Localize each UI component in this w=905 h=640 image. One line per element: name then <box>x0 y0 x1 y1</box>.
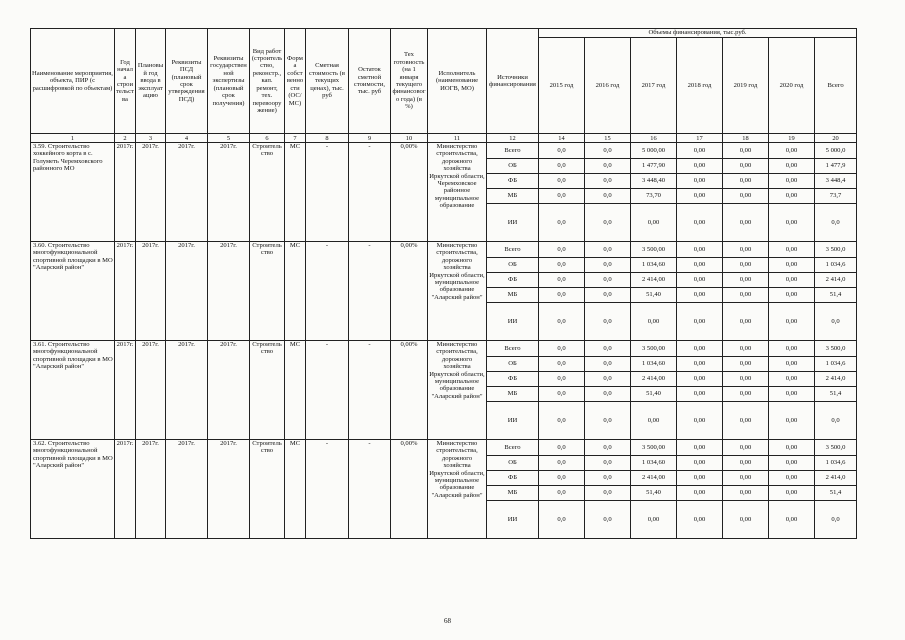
funding-value: 3 500,0 <box>815 440 857 456</box>
funding-value: 0,00 <box>769 303 815 341</box>
funding-value: 51,4 <box>815 288 857 303</box>
funding-value: 0,0 <box>585 372 631 387</box>
ownership: МС <box>285 143 306 242</box>
funding-value: 0,00 <box>723 341 769 357</box>
plan-year: 2017г. <box>136 242 166 341</box>
funding-value: 0,00 <box>769 357 815 372</box>
funding-value: 1 477,9 <box>815 159 857 174</box>
funding-value: 51,40 <box>631 486 677 501</box>
column-number: 9 <box>349 134 391 143</box>
work-type: Строительство <box>250 341 285 440</box>
funding-value: 0,00 <box>769 486 815 501</box>
funding-value: 0,00 <box>769 471 815 486</box>
funding-value: 0,00 <box>723 402 769 440</box>
header-psd: Реквизиты ПСД (плановый срок утверждения ПСД) <box>166 29 208 134</box>
funding-value: 0,00 <box>677 174 723 189</box>
funding-value: 3 500,0 <box>815 242 857 258</box>
funding-value: 0,0 <box>585 357 631 372</box>
funding-source: ИИ <box>487 402 539 440</box>
funding-source: ОБ <box>487 456 539 471</box>
expertise-date: 2017г. <box>208 143 250 242</box>
header-year: Всего <box>815 38 857 134</box>
table-row <box>31 143 857 159</box>
executor: Министерство строительства, дорожного хозяйства Иркутской области, муниципальное образование "Аларский район" <box>428 341 487 440</box>
funding-value: 0,0 <box>539 189 585 204</box>
funding-value: 0,0 <box>539 288 585 303</box>
funding-value: 0,00 <box>677 372 723 387</box>
funding-value: 0,00 <box>677 273 723 288</box>
header-remainder: Остаток сметной стоимости, тыс. руб <box>349 29 391 134</box>
start-year: 2017г. <box>115 341 136 440</box>
funding-value: 0,0 <box>585 174 631 189</box>
funding-value: 0,0 <box>815 501 857 539</box>
header-year: 2020 год <box>769 38 815 134</box>
funding-value: 0,0 <box>585 143 631 159</box>
funding-value: 0,00 <box>677 402 723 440</box>
funding-value: 0,00 <box>677 143 723 159</box>
funding-value: 0,0 <box>539 456 585 471</box>
header-work-type: Вид работ (строительство, реконстр., кап. ремонт, тех. перевооружение) <box>250 29 285 134</box>
header-year: 2017 год <box>631 38 677 134</box>
column-number-row <box>31 134 857 143</box>
funding-value: 2 414,0 <box>815 471 857 486</box>
funding-value: 0,0 <box>585 341 631 357</box>
psd-date: 2017г. <box>166 242 208 341</box>
funding-value: 0,0 <box>539 387 585 402</box>
funding-value: 51,4 <box>815 486 857 501</box>
funding-value: 0,0 <box>539 204 585 242</box>
object-name: 3.62. Строительство многофункциональной спортивной площадки в МО "Аларский район" <box>31 440 115 539</box>
header-name: Наименование мероприятия, объекта, ПИР (с расшифровкой по объектам) <box>31 29 115 134</box>
ownership: МС <box>285 341 306 440</box>
funding-value: 1 034,6 <box>815 456 857 471</box>
header-sources: Источники финансирования <box>487 29 539 134</box>
column-number: 17 <box>677 134 723 143</box>
funding-value: 0,0 <box>539 303 585 341</box>
column-number: 16 <box>631 134 677 143</box>
column-number: 18 <box>723 134 769 143</box>
readiness: 0,00% <box>391 242 428 341</box>
funding-value: 51,4 <box>815 387 857 402</box>
funding-value: 0,00 <box>769 159 815 174</box>
psd-date: 2017г. <box>166 440 208 539</box>
funding-value: 0,0 <box>815 303 857 341</box>
page-number: 68 <box>444 617 451 625</box>
funding-value: 0,00 <box>631 303 677 341</box>
funding-value: 0,0 <box>539 357 585 372</box>
funding-value: 0,00 <box>723 159 769 174</box>
funding-value: 0,00 <box>723 273 769 288</box>
funding-value: 0,00 <box>723 440 769 456</box>
funding-value: 0,0 <box>539 159 585 174</box>
funding-value: 0,0 <box>539 486 585 501</box>
funding-value: 0,00 <box>677 471 723 486</box>
start-year: 2017г. <box>115 242 136 341</box>
funding-value: 0,0 <box>539 273 585 288</box>
object-name: 3.60. Строительство многофункциональной спортивной площадки в МО "Аларский район" <box>31 242 115 341</box>
funding-value: 3 500,00 <box>631 440 677 456</box>
funding-value: 0,0 <box>539 372 585 387</box>
funding-value: 5 000,00 <box>631 143 677 159</box>
funding-source: МБ <box>487 288 539 303</box>
header-estimate: Сметная стоимость (в текущих ценах), тыс. руб <box>306 29 349 134</box>
funding-value: 3 500,0 <box>815 341 857 357</box>
funding-value: 0,00 <box>631 204 677 242</box>
funding-value: 0,0 <box>585 242 631 258</box>
funding-value: 0,00 <box>677 204 723 242</box>
column-number: 4 <box>166 134 208 143</box>
work-type: Строительство <box>250 242 285 341</box>
column-number: 5 <box>208 134 250 143</box>
funding-value: 1 034,60 <box>631 258 677 273</box>
funding-source: ОБ <box>487 357 539 372</box>
funding-value: 0,0 <box>585 303 631 341</box>
funding-source: Всего <box>487 341 539 357</box>
expertise-date: 2017г. <box>208 341 250 440</box>
estimate: - <box>306 440 349 539</box>
financing-table <box>30 28 857 539</box>
funding-value: 0,00 <box>769 174 815 189</box>
funding-source: МБ <box>487 486 539 501</box>
funding-value: 0,00 <box>677 288 723 303</box>
funding-value: 0,00 <box>723 258 769 273</box>
column-number: 8 <box>306 134 349 143</box>
funding-source: ФБ <box>487 174 539 189</box>
funding-value: 0,0 <box>815 204 857 242</box>
header-executor: Исполнитель (наименование ИОГВ, МО) <box>428 29 487 134</box>
funding-value: 0,00 <box>631 402 677 440</box>
funding-value: 0,00 <box>769 204 815 242</box>
funding-value: 0,00 <box>723 357 769 372</box>
funding-value: 3 500,00 <box>631 341 677 357</box>
funding-value: 3 500,00 <box>631 242 677 258</box>
column-number: 10 <box>391 134 428 143</box>
funding-value: 0,00 <box>723 471 769 486</box>
plan-year: 2017г. <box>136 143 166 242</box>
funding-value: 0,00 <box>677 486 723 501</box>
table-row <box>31 341 857 357</box>
funding-value: 0,00 <box>723 501 769 539</box>
work-type: Строительство <box>250 143 285 242</box>
column-number: 15 <box>585 134 631 143</box>
estimate: - <box>306 143 349 242</box>
ownership: МС <box>285 440 306 539</box>
funding-source: ИИ <box>487 204 539 242</box>
funding-value: 0,00 <box>677 159 723 174</box>
funding-value: 0,0 <box>539 143 585 159</box>
column-number: 20 <box>815 134 857 143</box>
funding-value: 0,0 <box>585 288 631 303</box>
funding-value: 0,00 <box>769 341 815 357</box>
funding-value: 51,40 <box>631 288 677 303</box>
funding-value: 0,0 <box>539 341 585 357</box>
funding-value: 1 034,6 <box>815 258 857 273</box>
funding-value: 2 414,00 <box>631 372 677 387</box>
estimate: - <box>306 341 349 440</box>
funding-value: 1 477,90 <box>631 159 677 174</box>
funding-value: 0,00 <box>769 258 815 273</box>
funding-value: 0,00 <box>723 486 769 501</box>
funding-value: 0,0 <box>585 204 631 242</box>
readiness: 0,00% <box>391 143 428 242</box>
funding-value: 0,0 <box>539 501 585 539</box>
funding-source: ОБ <box>487 159 539 174</box>
remainder: - <box>349 341 391 440</box>
funding-value: 1 034,60 <box>631 456 677 471</box>
column-number: 19 <box>769 134 815 143</box>
funding-value: 0,0 <box>539 174 585 189</box>
funding-value: 0,0 <box>539 402 585 440</box>
funding-value: 0,00 <box>677 387 723 402</box>
funding-value: 0,00 <box>769 143 815 159</box>
funding-source: Всего <box>487 440 539 456</box>
funding-source: ИИ <box>487 501 539 539</box>
column-number: 1 <box>31 134 115 143</box>
funding-value: 0,00 <box>769 189 815 204</box>
funding-value: 0,0 <box>585 189 631 204</box>
funding-source: ОБ <box>487 258 539 273</box>
readiness: 0,00% <box>391 341 428 440</box>
funding-source: ФБ <box>487 372 539 387</box>
funding-value: 0,00 <box>723 174 769 189</box>
column-number: 2 <box>115 134 136 143</box>
column-number: 7 <box>285 134 306 143</box>
funding-value: 0,00 <box>769 440 815 456</box>
header-start-year: Год начала строительства <box>115 29 136 134</box>
funding-value: 0,00 <box>723 288 769 303</box>
table-row <box>31 440 857 456</box>
funding-value: 0,0 <box>585 440 631 456</box>
funding-value: 0,00 <box>723 242 769 258</box>
header-year: 2019 год <box>723 38 769 134</box>
funding-value: 0,00 <box>677 440 723 456</box>
object-name: 3.59. Строительство хоккейного корта в с. Голуметь Черемховского районного МО <box>31 143 115 242</box>
column-number: 14 <box>539 134 585 143</box>
remainder: - <box>349 242 391 341</box>
header-year: 2016 год <box>585 38 631 134</box>
funding-source: ИИ <box>487 303 539 341</box>
executor: Министерство строительства, дорожного хозяйства Иркутской области, Черемховское районное муниципальное образование <box>428 143 487 242</box>
funding-value: 0,00 <box>769 273 815 288</box>
funding-value: 0,00 <box>723 303 769 341</box>
executor: Министерство строительства, дорожного хозяйства Иркутской области, муниципальное образование "Аларский район" <box>428 242 487 341</box>
funding-source: МБ <box>487 189 539 204</box>
funding-value: 0,00 <box>769 242 815 258</box>
funding-value: 3 448,4 <box>815 174 857 189</box>
header-plan-year: Плановый год ввода в эксплуатацию <box>136 29 166 134</box>
funding-value: 0,0 <box>539 258 585 273</box>
funding-value: 0,00 <box>723 387 769 402</box>
funding-value: 0,00 <box>677 456 723 471</box>
remainder: - <box>349 143 391 242</box>
funding-value: 0,00 <box>723 372 769 387</box>
expertise-date: 2017г. <box>208 440 250 539</box>
funding-value: 0,00 <box>723 143 769 159</box>
funding-value: 0,0 <box>539 440 585 456</box>
header-year: 2015 год <box>539 38 585 134</box>
funding-value: 0,0 <box>585 387 631 402</box>
ownership: МС <box>285 242 306 341</box>
column-number: 3 <box>136 134 166 143</box>
funding-value: 51,40 <box>631 387 677 402</box>
funding-value: 2 414,0 <box>815 372 857 387</box>
expertise-date: 2017г. <box>208 242 250 341</box>
funding-value: 0,00 <box>677 189 723 204</box>
funding-value: 0,00 <box>769 501 815 539</box>
column-number: 6 <box>250 134 285 143</box>
funding-value: 0,0 <box>815 402 857 440</box>
funding-value: 0,0 <box>585 471 631 486</box>
funding-value: 0,00 <box>723 456 769 471</box>
estimate: - <box>306 242 349 341</box>
funding-value: 0,00 <box>769 288 815 303</box>
funding-source: ФБ <box>487 273 539 288</box>
funding-value: 0,00 <box>769 372 815 387</box>
plan-year: 2017г. <box>136 341 166 440</box>
funding-value: 0,0 <box>585 273 631 288</box>
funding-value: 73,70 <box>631 189 677 204</box>
funding-value: 0,0 <box>585 501 631 539</box>
funding-value: 3 448,40 <box>631 174 677 189</box>
funding-value: 2 414,00 <box>631 273 677 288</box>
funding-value: 0,00 <box>769 456 815 471</box>
funding-value: 0,00 <box>677 357 723 372</box>
funding-value: 5 000,0 <box>815 143 857 159</box>
funding-source: Всего <box>487 242 539 258</box>
funding-value: 0,00 <box>677 501 723 539</box>
funding-value: 0,00 <box>769 402 815 440</box>
funding-source: МБ <box>487 387 539 402</box>
funding-value: 2 414,00 <box>631 471 677 486</box>
funding-value: 0,00 <box>769 387 815 402</box>
executor: Министерство строительства, дорожного хозяйства Иркутской области, муниципальное образование "Аларский район" <box>428 440 487 539</box>
table-row <box>31 242 857 258</box>
funding-source: ФБ <box>487 471 539 486</box>
funding-value: 0,0 <box>585 486 631 501</box>
funding-value: 0,0 <box>585 159 631 174</box>
funding-value: 0,0 <box>585 456 631 471</box>
object-name: 3.61. Строительство многофункциональной спортивной площадки в МО "Аларский район" <box>31 341 115 440</box>
funding-source: Всего <box>487 143 539 159</box>
funding-value: 2 414,0 <box>815 273 857 288</box>
funding-value: 0,00 <box>677 258 723 273</box>
header-ownership: Форма собственности (ОС/МС) <box>285 29 306 134</box>
funding-value: 1 034,60 <box>631 357 677 372</box>
funding-value: 0,00 <box>723 204 769 242</box>
funding-value: 0,00 <box>631 501 677 539</box>
funding-value: 0,0 <box>539 471 585 486</box>
funding-value: 0,00 <box>677 303 723 341</box>
header-expertise: Реквизиты государственной экспертизы (плановый срок получения) <box>208 29 250 134</box>
funding-value: 0,00 <box>677 341 723 357</box>
funding-value: 73,7 <box>815 189 857 204</box>
plan-year: 2017г. <box>136 440 166 539</box>
column-number: 12 <box>487 134 539 143</box>
work-type: Строительство <box>250 440 285 539</box>
remainder: - <box>349 440 391 539</box>
funding-value: 0,0 <box>539 242 585 258</box>
funding-value: 0,0 <box>585 258 631 273</box>
column-number: 11 <box>428 134 487 143</box>
funding-value: 0,0 <box>585 402 631 440</box>
psd-date: 2017г. <box>166 341 208 440</box>
start-year: 2017г. <box>115 143 136 242</box>
psd-date: 2017г. <box>166 143 208 242</box>
funding-value: 1 034,6 <box>815 357 857 372</box>
funding-value: 0,00 <box>723 189 769 204</box>
header-year: 2018 год <box>677 38 723 134</box>
start-year: 2017г. <box>115 440 136 539</box>
funding-value: 0,00 <box>677 242 723 258</box>
readiness: 0,00% <box>391 440 428 539</box>
header-funding: Объемы финансирования, тыс.руб. <box>539 29 857 38</box>
header-readiness: Тех готовность (на 1 января текущего финансового года) (в %) <box>391 29 428 134</box>
